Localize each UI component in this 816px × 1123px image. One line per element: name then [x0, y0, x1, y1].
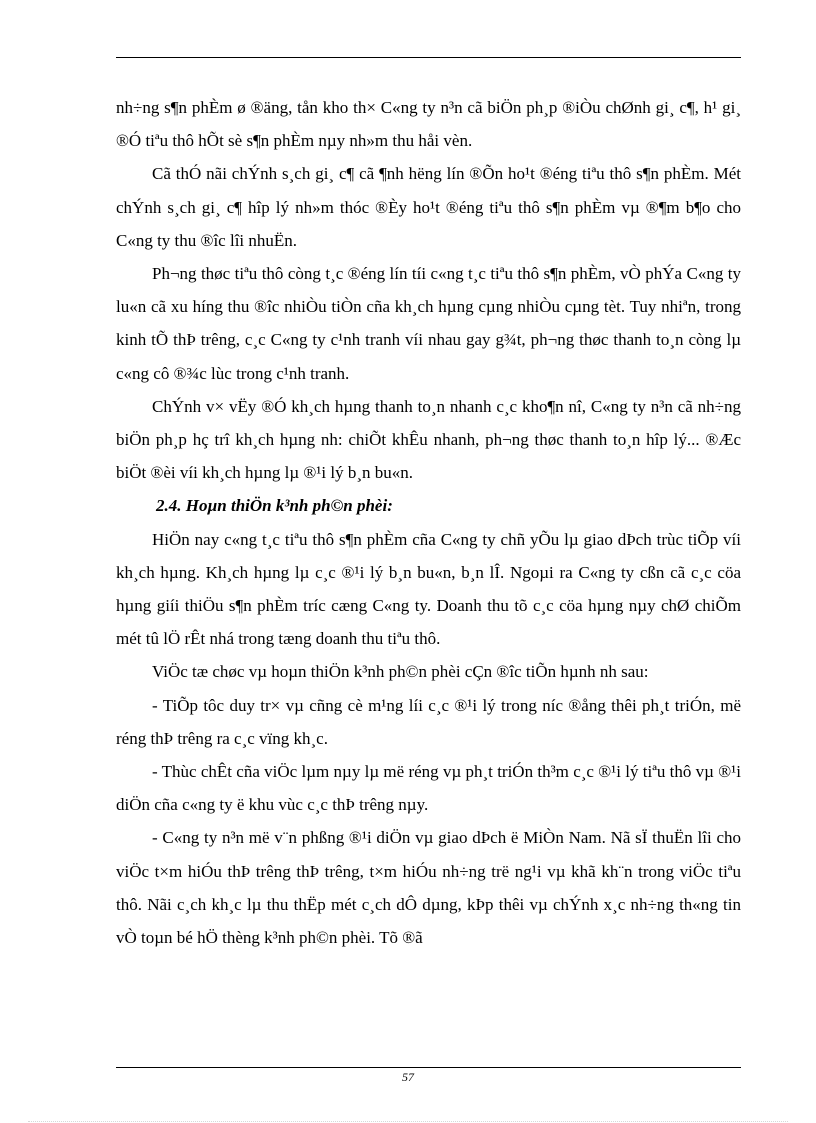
paragraph: Cã thÓ nãi chÝnh s¸ch gi¸ c¶ cã ¶nh hëng lín ®Õn ho¹t ®éng tiªu thô s¶n phÈm. Mét chÝnh s¸ch gi¸ c¶ hîp lý nh»m thóc ®Èy ho¹t ®éng tiªu thô s¶n phÈm vµ ®¶m b¶o cho C«ng ty thu ®îc lîi nhuËn.: [116, 164, 741, 250]
paragraph: ChÝnh v× vËy ®Ó kh¸ch hµng thanh to¸n nhanh c¸c kho¶n nî, C«ng ty n³n cã nh÷ng biÖn ph¸p hç trî kh¸ch hµng nh: chiÕt khÊu nhanh, ph¬ng thøc thanh to¸n hîp lý... ®Æc biÖt ®èi víi kh¸ch hµng lµ ®¹i lý b¸n bu«n.: [116, 396, 741, 483]
paragraph: nh÷ng s¶n phÈm ø ®äng, tån kho th× C«ng ty n³n cã biÖn ph¸p ®iÒu chØnh gi¸ c¶, h¹ gi¸ ®Ó tiªu thô hÕt sè s¶n phÈm nµy nh»m thu håi vèn.: [116, 98, 741, 151]
paragraph: - C«ng ty n³n më v¨n phßng ®¹i diÖn vµ giao dÞch ë MiÒn Nam. Nã sÏ thuËn lîi cho viÖc t×m hiÓu thÞ trêng thÞ trêng, t×m hiÓu nh÷ng trë ng¹i vµ khã kh¨n trong viÖc tiªu thô. Nãi c¸ch kh¸c lµ thu thËp mét c¸ch dÔ dµng, kÞp thêi vµ chÝnh x¸c nh÷ng th«ng tin vÒ toµn bé hÖ thèng k³nh ph©n phèi. Tõ ®ã: [116, 828, 741, 948]
header-rule: [116, 57, 741, 58]
paragraph: ViÖc tæ chøc vµ hoµn thiÖn k³nh ph©n phèi cÇn ®îc tiÕn hµnh nh sau:: [152, 662, 649, 682]
document-body: [116, 91, 741, 954]
paragraph: Ph¬ng thøc tiªu thô còng t¸c ®éng lín tíi c«ng t¸c tiªu thô s¶n phÈm, vÒ phÝa C«ng ty lu«n cã xu híng thu ®îc nhiÒu tiÒn cña kh¸ch hµng cµng nhiÒu cµng tèt. Tuy nhiªn, trong kinh tÕ thÞ trêng, c¸c C«ng ty c¹nh tranh víi nhau gay g¾t, ph¬ng thøc thanh to¸n còng lµ c«ng cô ®¾c lùc trong c¹nh tranh.: [116, 264, 741, 383]
page-edge-divider: [28, 1121, 788, 1122]
page-number: 57: [402, 1070, 414, 1084]
paragraph: - TiÕp tôc duy tr× vµ cñng cè m¹ng líi c¸c ®¹i lý trong níc ®ång thêi ph¸t triÓn, më réng thÞ trêng ra c¸c vïng kh¸c.: [116, 695, 741, 748]
paragraph: - Thùc chÊt cña viÖc lµm nµy lµ më réng vµ ph¸t triÓn th³m c¸c ®¹i lý tiªu thô vµ ®¹i diÖn cña c«ng ty ë khu vùc c¸c thÞ trêng nµy.: [116, 762, 741, 815]
footer-rule: [116, 1067, 741, 1068]
paragraph: HiÖn nay c«ng t¸c tiªu thô s¶n phÈm cña C«ng ty chñ yÕu lµ giao dÞch trùc tiÕp víi kh¸ch hµng. Kh¸ch hµng lµ c¸c ®¹i lý b¸n bu«n, b¸n lÎ. Ngoµi ra C«ng ty cßn cã c¸c cöa hµng giíi thiÖu s¶n phÈm tríc cæng C«ng ty. Doanh thu tõ c¸c cöa hµng nµy chØ chiÕm mét tû lÖ rÊt nhá trong tæng doanh thu tiªu thô.: [116, 529, 741, 649]
section-heading: 2.4. Hoµn thiÖn k³nh ph©n phèi:: [156, 496, 393, 516]
